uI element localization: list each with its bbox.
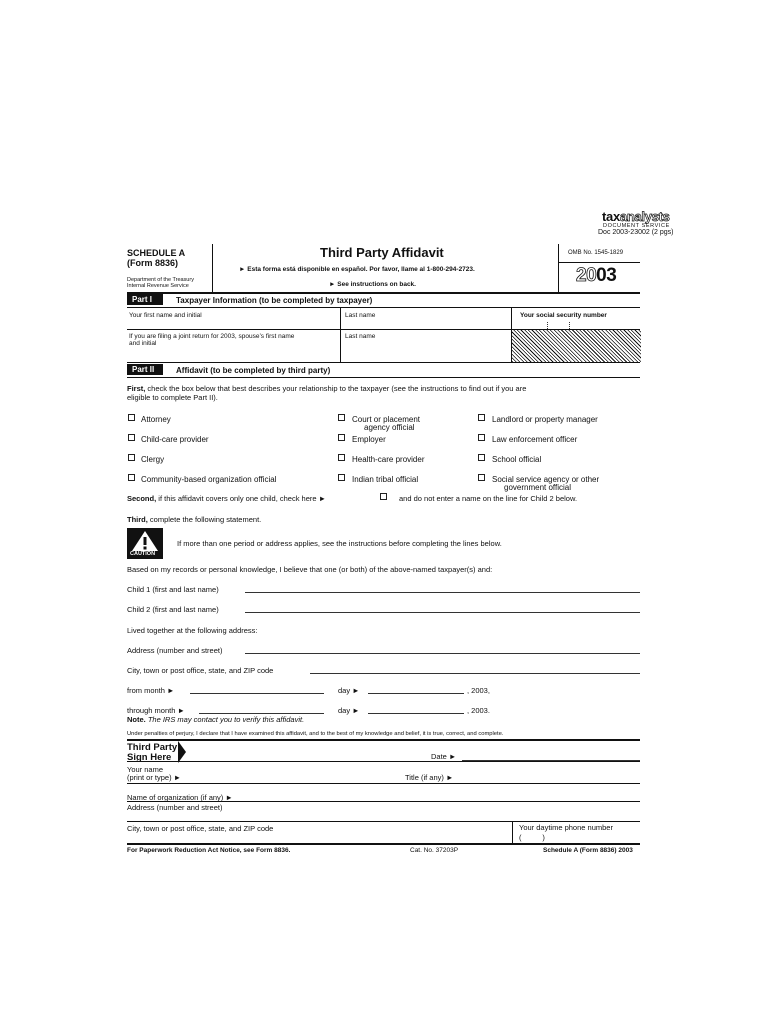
brand-bold: tax	[602, 209, 620, 224]
ssn-separator	[569, 322, 570, 329]
sign-address-input[interactable]	[127, 812, 640, 820]
city-label: City, town or post office, state, and ZIP code	[127, 666, 274, 675]
from-day-label: day ►	[338, 686, 360, 695]
second-instruction	[127, 494, 326, 503]
sign-city-label: City, town or post office, state, and ZIP code	[127, 824, 274, 833]
address-line[interactable]	[245, 653, 640, 654]
through-year-text: , 2003.	[467, 706, 490, 715]
first-bold: First,	[127, 384, 146, 393]
omb-number: OMB No. 1545-1829	[568, 250, 624, 256]
social-label-line1: Social service agency or other	[492, 475, 600, 484]
org-label: Name of organization (if any) ►	[127, 793, 233, 802]
from-day-line[interactable]	[368, 693, 464, 694]
signature-field[interactable]	[190, 742, 420, 760]
see-instructions: ► See instructions on back.	[329, 281, 416, 288]
part1-header-rule	[127, 307, 640, 308]
through-day-line[interactable]	[368, 713, 464, 714]
from-month-line[interactable]	[190, 693, 324, 694]
court-label-line2: agency official	[364, 423, 415, 432]
employer-label: Employer	[352, 435, 386, 444]
title-label: Title (if any) ►	[405, 773, 454, 782]
childcare-checkbox[interactable]	[128, 434, 135, 441]
address-label: Address (number and street)	[127, 646, 223, 655]
schedule-label: SCHEDULE A	[127, 248, 186, 258]
your-name-input[interactable]	[194, 770, 394, 782]
one-child-checkbox[interactable]	[380, 493, 387, 500]
phone-input[interactable]: ( )	[519, 833, 545, 842]
sign-arrow-icon	[178, 741, 186, 763]
employer-checkbox[interactable]	[338, 434, 345, 441]
year-bold: 03	[596, 265, 617, 286]
omb-divider	[558, 262, 640, 263]
sign-city-input[interactable]	[127, 833, 511, 843]
social-checkbox[interactable]	[478, 474, 485, 481]
last-name-label: Last name	[345, 312, 376, 319]
spouse-last-name-label: Last name	[345, 333, 376, 340]
spouse-last-name-input[interactable]	[341, 341, 510, 361]
sign-address-label: Address (number and street)	[127, 803, 223, 812]
caution-label: CAUTION	[130, 551, 156, 557]
clergy-label: Clergy	[141, 455, 165, 464]
social-label-line2: government official	[504, 483, 571, 492]
landlord-checkbox[interactable]	[478, 414, 485, 421]
phone-label: Your daytime phone number	[519, 823, 613, 832]
your-name-label1: Your name	[127, 765, 163, 774]
court-label-line1: Court or placement	[352, 415, 421, 424]
sign-top-rule	[127, 739, 640, 741]
spanish-notice: ► Esta forma está disponible en español. Por favor, llame al 1-800-294-2723.	[239, 266, 475, 273]
school-checkbox[interactable]	[478, 454, 485, 461]
part1-title: Taxpayer Information (to be completed by taxpayer)	[176, 296, 373, 305]
health-label: Health-care provider	[352, 455, 425, 464]
statement-text: Based on my records or personal knowledge, I believe that one (or both) of the above-named taxpayer(s) and:	[127, 565, 493, 574]
your-name-label2: (print or type) ►	[127, 773, 182, 782]
part1-bottom-rule	[127, 362, 640, 363]
from-month-label: from month ►	[127, 686, 175, 695]
childcare-label: Child-care provider	[141, 435, 209, 444]
note-bold: Note.	[127, 715, 146, 724]
attorney-label: Attorney	[141, 415, 171, 424]
year-light: 20	[576, 265, 597, 286]
sign-heading1: Third Party	[127, 742, 178, 753]
spouse-label-line2: and initial	[129, 340, 157, 347]
child1-line[interactable]	[245, 592, 640, 593]
third-instruction	[127, 515, 261, 524]
tribal-label: Indian tribal official	[352, 475, 419, 484]
health-checkbox[interactable]	[338, 454, 345, 461]
from-year-text: , 2003,	[467, 686, 490, 695]
city-line[interactable]	[310, 673, 640, 674]
child2-line[interactable]	[245, 612, 640, 613]
spouse-ssn-shaded	[511, 330, 641, 362]
first-instruction	[127, 384, 526, 393]
org-input[interactable]	[255, 790, 640, 800]
penalties-text: Under penalties of perjury, I declare that I have examined this affidavit, and to the best of my knowledge and belief, it is true, correct, and complete.	[127, 731, 504, 737]
header-divider-left	[212, 244, 213, 292]
through-month-label: through month ►	[127, 706, 185, 715]
note-italic: The IRS may contact you to verify this affidavit.	[145, 715, 305, 724]
third-text: complete the following statement.	[147, 515, 262, 524]
court-checkbox[interactable]	[338, 414, 345, 421]
dept-line2: Internal Revenue Service	[127, 283, 189, 289]
law-label: Law enforcement officer	[492, 435, 578, 444]
first-instruction-line2: eligible to complete Part II).	[127, 393, 218, 402]
footer-cat-number: Cat. No. 37203P	[410, 847, 459, 854]
footer-form-id: Schedule A (Form 8836) 2003	[543, 847, 633, 854]
part2-tag: Part II	[127, 364, 163, 375]
landlord-label: Landlord or property manager	[492, 415, 598, 424]
name-row-rule	[127, 783, 640, 784]
title-input[interactable]	[465, 770, 640, 782]
through-month-line[interactable]	[199, 713, 324, 714]
address-row-rule	[127, 821, 640, 822]
first-text: check the box below that best describes your relationship to the taxpayer (see the instructions to find out if you are	[145, 384, 527, 393]
ssn-separator	[547, 322, 548, 329]
part2-header-rule	[127, 377, 640, 378]
child1-label: Child 1 (first and last name)	[127, 585, 219, 594]
header-divider-right	[558, 244, 559, 292]
first-name-input[interactable]	[127, 320, 339, 329]
date-label: Date ►	[431, 752, 457, 761]
phone-divider	[512, 821, 513, 843]
caution-icon	[127, 528, 163, 559]
ssn-field[interactable]	[512, 320, 639, 329]
sign-row-rule	[127, 761, 640, 762]
brand-logo	[602, 209, 670, 224]
second-after-text: and do not enter a name on the line for Child 2 below.	[399, 494, 578, 503]
doc-id: Doc 2003-23002 (2 pgs)	[598, 229, 674, 236]
community-label: Community-based organization official	[141, 475, 277, 484]
lived-together-text: Lived together at the following address:	[127, 626, 258, 635]
second-text: if this affidavit covers only one child, check here ►	[156, 494, 327, 503]
caution-text: If more than one period or address applies, see the instructions before completing the lines below.	[177, 539, 502, 548]
dept-line1: Department of the Treasury	[127, 277, 194, 283]
note-text	[127, 715, 304, 724]
part2-title: Affidavit (to be completed by third party)	[176, 366, 331, 375]
sign-heading2: Sign Here	[127, 752, 172, 763]
first-name-label: Your first name and initial	[129, 312, 202, 319]
sign-bottom-rule	[127, 843, 640, 845]
law-checkbox[interactable]	[478, 434, 485, 441]
brand-rest: analysts	[619, 209, 670, 224]
through-day-label: day ►	[338, 706, 360, 715]
third-bold: Third,	[127, 515, 148, 524]
child2-label: Child 2 (first and last name)	[127, 605, 219, 614]
spouse-first-name-input[interactable]	[127, 348, 339, 361]
footer-paperwork: For Paperwork Reduction Act Notice, see Form 8836.	[127, 847, 291, 854]
form-number: (Form 8836)	[127, 258, 179, 268]
part1-tag: Part I	[127, 294, 163, 305]
community-checkbox[interactable]	[128, 474, 135, 481]
ssn-label: Your social security number	[520, 312, 607, 319]
tax-year	[576, 265, 616, 287]
brand-service: DOCUMENT SERVICE	[603, 223, 670, 229]
form-title: Third Party Affidavit	[320, 245, 444, 260]
second-bold: Second,	[127, 494, 157, 503]
last-name-input[interactable]	[341, 320, 510, 329]
spouse-label-line1: If you are filing a joint return for 2003, spouse’s first name	[129, 333, 295, 340]
attorney-checkbox[interactable]	[128, 414, 135, 421]
part1-top-rule	[127, 292, 640, 294]
tribal-checkbox[interactable]	[338, 474, 345, 481]
clergy-checkbox[interactable]	[128, 454, 135, 461]
school-label: School official	[492, 455, 542, 464]
org-row-rule	[127, 801, 640, 802]
